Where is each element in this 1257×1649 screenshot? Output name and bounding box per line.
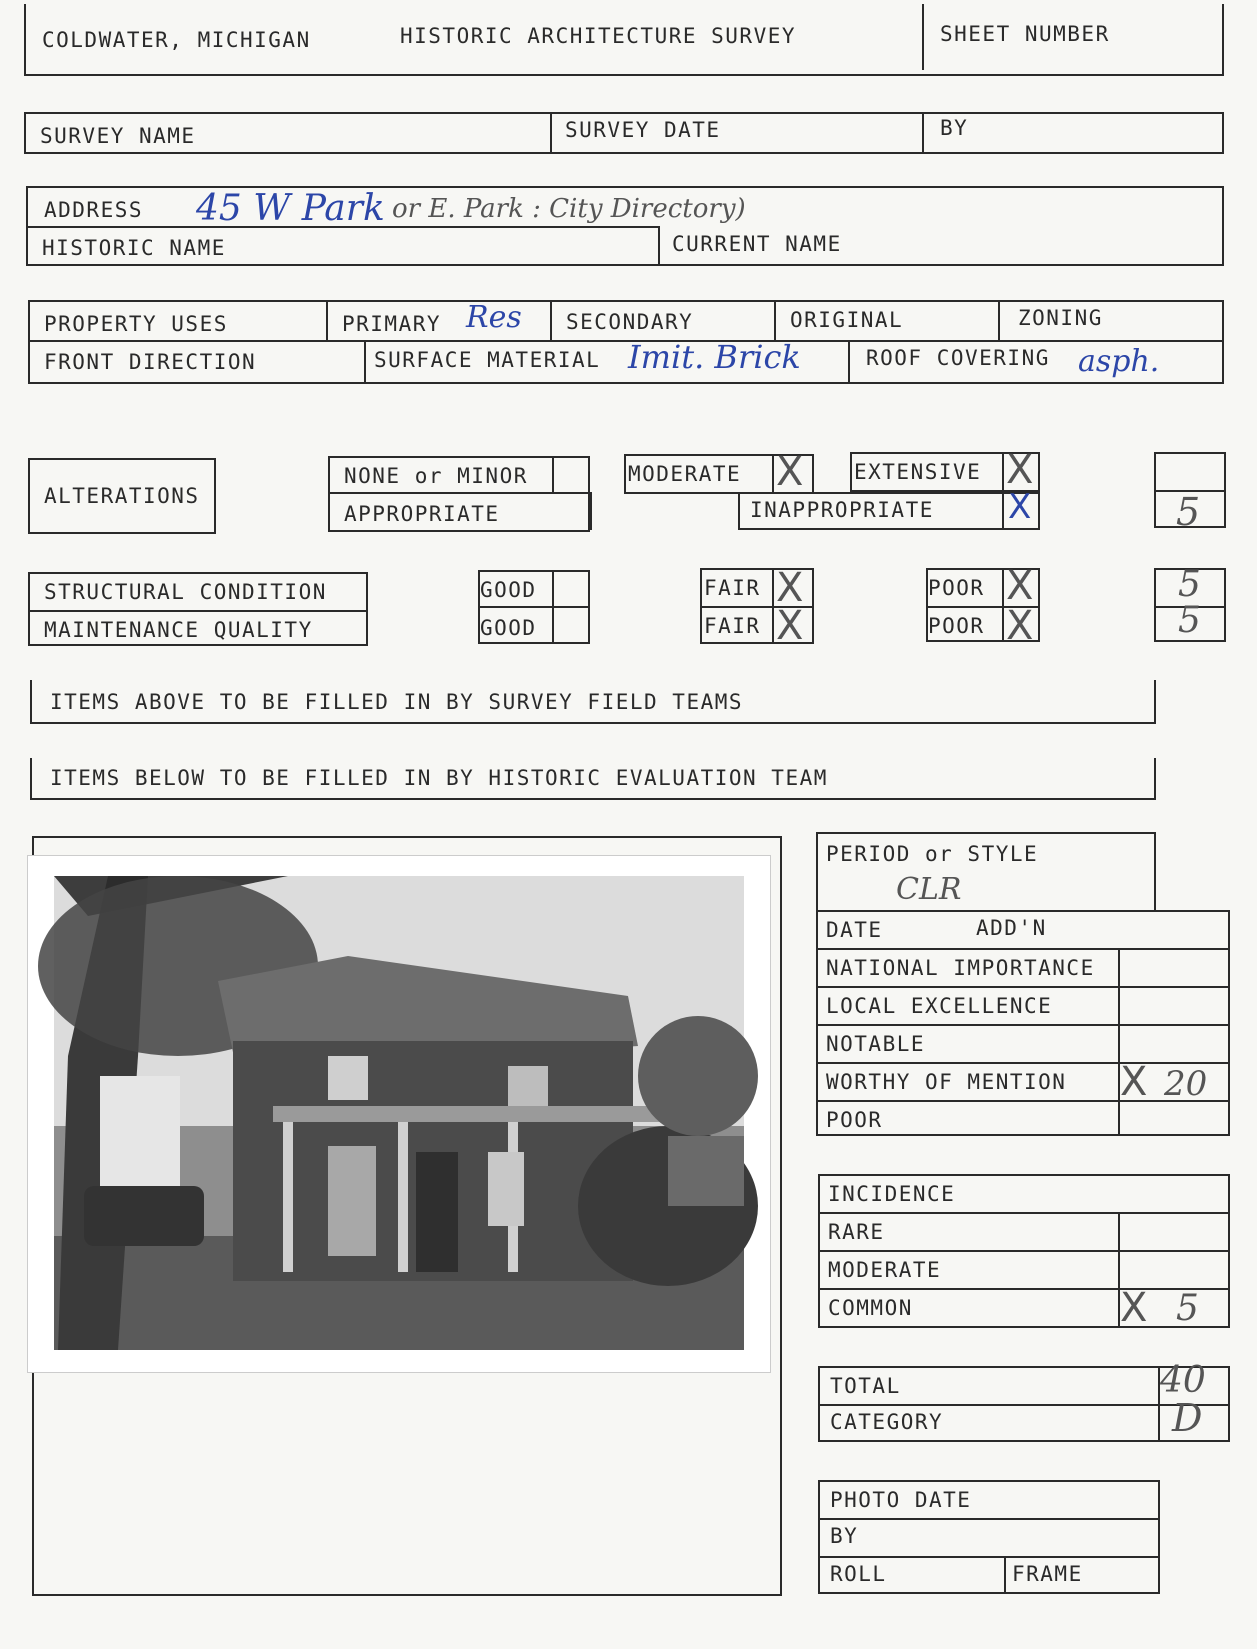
worthy-score: 20 — [1164, 1064, 1208, 1104]
none-minor-check-divider — [552, 456, 554, 492]
incidence-moderate-label: MODERATE — [828, 1258, 942, 1282]
eval-row-3 — [816, 1024, 1230, 1026]
roof-divider — [848, 340, 850, 382]
national-importance-label: NATIONAL IMPORTANCE — [826, 956, 1095, 980]
address-value: 45 W Park — [196, 188, 385, 229]
common-label: COMMON — [828, 1296, 913, 1320]
fair-label-structural: FAIR — [704, 576, 761, 600]
local-excellence-label: LOCAL EXCELLENCE — [826, 994, 1053, 1018]
photo-by-label: BY — [830, 1524, 859, 1548]
front-direction-label: FRONT DIRECTION — [44, 350, 257, 374]
address-note: or E. Park : City Directory) — [392, 194, 746, 224]
photo-date-label: PHOTO DATE — [830, 1488, 972, 1512]
none-minor-label: NONE or MINOR — [344, 464, 528, 488]
totals-divider — [818, 1404, 1230, 1406]
roof-covering-label: ROOF COVERING — [866, 346, 1050, 370]
good-label-maintenance: GOOD — [480, 616, 537, 640]
notes-above: ITEMS ABOVE TO BE FILLED IN BY SURVEY FIELD TEAMS — [50, 690, 744, 714]
extensive-label: EXTENSIVE — [854, 460, 982, 484]
property-uses-label: PROPERTY USES — [44, 312, 228, 336]
moderate-mark: X — [776, 449, 804, 495]
maintenance-score: 5 — [1178, 600, 1201, 641]
moderate-check-divider — [772, 454, 774, 492]
alterations-score: 5 — [1176, 490, 1201, 534]
notes-below: ITEMS BELOW TO BE FILLED IN BY HISTORIC EVALUATION TEAM — [50, 766, 828, 790]
poor-mark-maintenance: X — [1006, 603, 1034, 649]
rare-label: RARE — [828, 1220, 885, 1244]
good-label-structural: GOOD — [480, 578, 537, 602]
current-name-divider — [658, 226, 660, 264]
fair-mark-maintenance: X — [776, 603, 804, 649]
common-mark: X — [1120, 1285, 1148, 1331]
historic-name-label: HISTORIC NAME — [42, 236, 226, 260]
eval-row-2 — [816, 986, 1230, 988]
survey-by-label: BY — [940, 116, 969, 140]
roof-covering-value: asph. — [1078, 344, 1160, 379]
structural-condition-label: STRUCTURAL CONDITION — [44, 580, 327, 604]
fair-mark-structural: X — [776, 565, 804, 611]
addn-label: ADD'N — [976, 916, 1047, 940]
poor-check-divider — [1002, 568, 1004, 640]
survey-divider-1 — [550, 112, 552, 152]
inappropriate-label: INAPPROPRIATE — [750, 498, 934, 522]
survey-name-label: SURVEY NAME — [40, 124, 196, 148]
period-label: PERIOD or STYLE — [826, 842, 1039, 866]
appropriate-check-divider — [590, 492, 592, 530]
common-score: 5 — [1176, 1288, 1199, 1329]
alterations-label: ALTERATIONS — [44, 484, 200, 508]
primary-divider — [326, 300, 328, 340]
form-title: HISTORIC ARCHITECTURE SURVEY — [400, 24, 797, 48]
category-value: D — [1172, 1396, 1203, 1440]
survey-date-label: SURVEY DATE — [565, 118, 721, 142]
condition-label-divider — [28, 610, 368, 612]
photo-info-row-1 — [818, 1518, 1160, 1520]
surface-material-label: SURFACE MATERIAL — [374, 348, 601, 372]
address-label: ADDRESS — [44, 198, 144, 222]
period-value: CLR — [896, 872, 962, 907]
frame-divider — [1004, 1556, 1006, 1592]
appropriate-label: APPROPRIATE — [344, 502, 500, 526]
poor-mark-structural: X — [1006, 563, 1034, 609]
inc-row-2 — [818, 1250, 1230, 1252]
eval-row-1 — [816, 948, 1230, 950]
eval-poor-label: POOR — [826, 1108, 883, 1132]
moderate-label: MODERATE — [628, 462, 742, 486]
worthy-mark: X — [1120, 1059, 1148, 1105]
primary-value: Res — [466, 300, 522, 335]
photo-info-row-2 — [818, 1556, 1160, 1558]
survey-divider-2 — [922, 112, 924, 152]
none-minor-divider — [328, 492, 590, 494]
roll-label: ROLL — [830, 1562, 887, 1586]
good-check-divider — [552, 570, 554, 642]
maintenance-quality-label: MAINTENANCE QUALITY — [44, 618, 313, 642]
fair-check-divider — [772, 568, 774, 642]
fair-label-maintenance: FAIR — [704, 614, 761, 638]
zoning-divider — [998, 300, 1000, 340]
total-value: 40 — [1160, 1360, 1206, 1401]
good-divider — [478, 606, 590, 608]
primary-label: PRIMARY — [342, 312, 442, 336]
inc-row-3 — [818, 1288, 1230, 1290]
city-label: COLDWATER, MICHIGAN — [42, 28, 311, 52]
notable-label: NOTABLE — [826, 1032, 926, 1056]
structural-score: 5 — [1178, 564, 1201, 605]
inappropriate-check-divider — [1002, 492, 1004, 528]
sheet-number-label: SHEET NUMBER — [940, 22, 1110, 46]
eval-score-divider — [1118, 948, 1120, 1134]
worthy-of-mention-label: WORTHY OF MENTION — [826, 1070, 1067, 1094]
extensive-check-divider — [1002, 452, 1004, 490]
original-divider — [774, 300, 776, 340]
frame-label: FRAME — [1012, 1562, 1083, 1586]
category-label: CATEGORY — [830, 1410, 944, 1434]
zoning-label: ZONING — [1018, 306, 1103, 330]
surface-material-value: Imit. Brick — [628, 338, 801, 376]
house-photo — [28, 856, 770, 1372]
poor-label-structural: POOR — [928, 576, 985, 600]
inc-row-1 — [818, 1212, 1230, 1214]
date-label: DATE — [826, 918, 883, 942]
inappropriate-mark: X — [1008, 487, 1032, 527]
header-divider — [922, 4, 924, 70]
current-name-label: CURRENT NAME — [672, 232, 842, 256]
property-divider — [28, 340, 1224, 342]
total-label: TOTAL — [830, 1374, 901, 1398]
secondary-label: SECONDARY — [566, 310, 694, 334]
incidence-label: INCIDENCE — [828, 1182, 956, 1206]
secondary-divider — [550, 300, 552, 340]
house-photo-image — [28, 856, 770, 1372]
poor-label-maintenance: POOR — [928, 614, 985, 638]
surface-divider — [364, 340, 366, 382]
original-label: ORIGINAL — [790, 308, 904, 332]
extensive-mark: X — [1006, 447, 1034, 493]
